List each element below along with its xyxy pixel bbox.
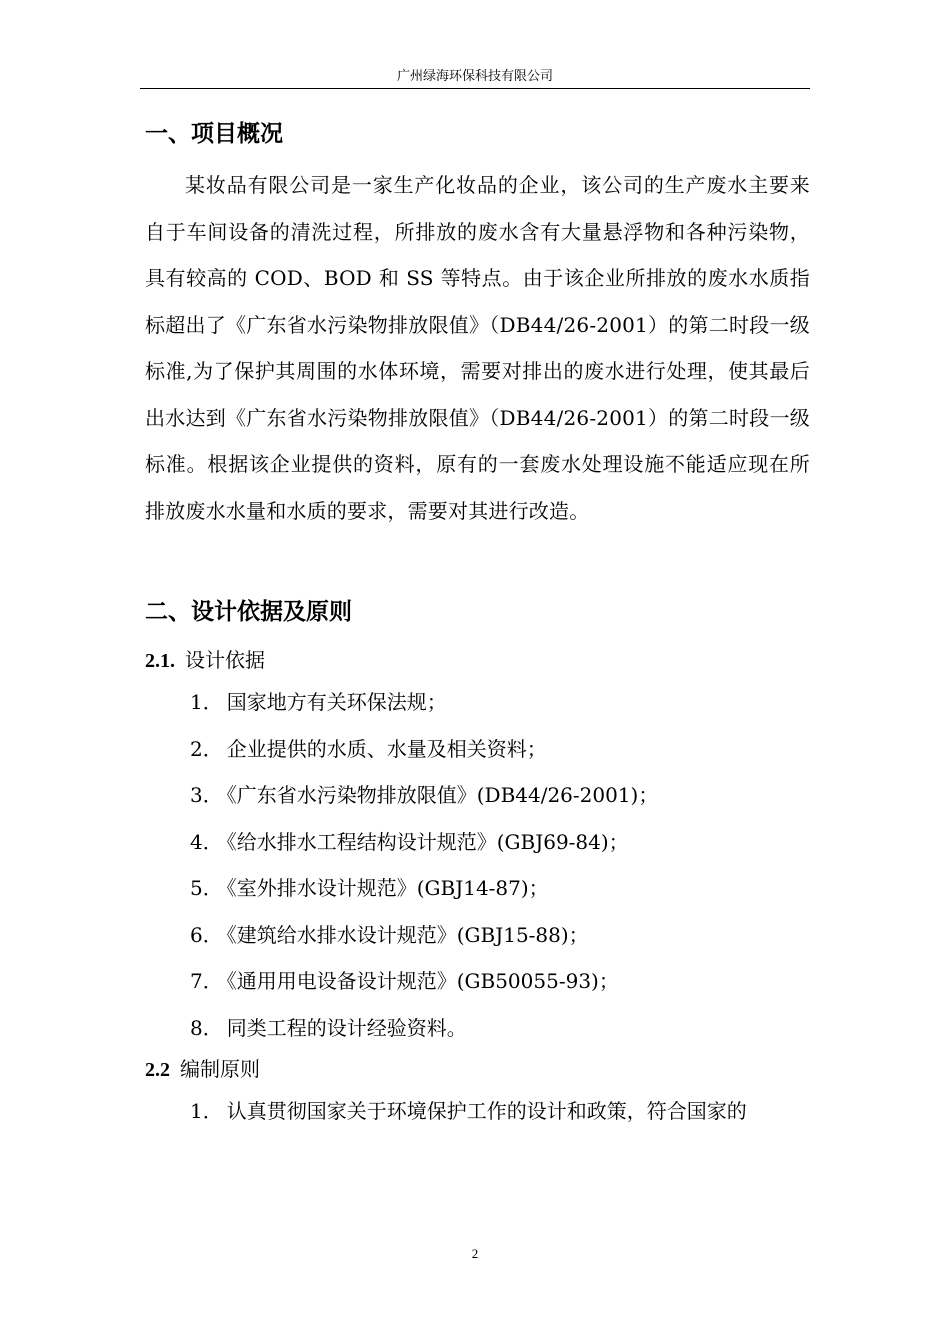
- list-item: 1． 国家地方有关环保法规；: [190, 690, 447, 714]
- subsection-2-1-heading: [145, 642, 810, 679]
- subsection-2-1-title: 设计依据: [185, 648, 265, 672]
- list-item: 1． 认真贯彻国家关于环境保护工作的设计和政策，符合国家的: [190, 1099, 747, 1123]
- list-item: 2． 企业提供的水质、水量及相关资料；: [190, 736, 547, 761]
- design-basis-list: [145, 679, 810, 1051]
- list-item: 4． 《给水排水工程结构设计规范》(GBJ69-84)；: [190, 829, 629, 854]
- list-item: 7． 《通用用电设备设计规范》(GB50055-93)；: [190, 969, 619, 993]
- section-2-title: 二、设计依据及原则: [145, 599, 352, 625]
- page-header: [140, 68, 810, 89]
- list-item: 6． 《建筑给水排水设计规范》(GBJ15-88)；: [190, 922, 589, 947]
- subsection-2-2-heading: [145, 1051, 810, 1088]
- subsection-2-2-title: 编制原则: [180, 1057, 260, 1081]
- page-number: 2: [471, 1246, 479, 1261]
- list-item: 3． 《广东省水污染物排放限值》(DB44/26-2001)；: [190, 783, 659, 807]
- list-item: 8． 同类工程的设计经验资料。: [190, 1015, 467, 1040]
- section-1-paragraph: 某妆品有限公司是一家生产化妆品的企业，该公司的生产废水主要来自于车间设备的清洗过程，所排放的废水含有大量悬浮物和各种污染物，具有较高的 COD、BOD 和 SS 等特点。由于该企业所排放的废水水质指标超出了《广东省水污染物排放限值》（DB44/26-2001）的第二时段一级标准,为了保护其周围的水体环境，需要对排出的废水进行处理，使其最后出水达到《广东省水污染物排放限值》（DB44/26-2001）的第二时段一级标准。根据该企业提供的资料，原有的一套废水处理设施不能适应现在所排放废水水量和水质的要求，需要对其进行改造。: [145, 173, 810, 523]
- page-content: [145, 112, 810, 1135]
- subsection-2-2-number: 2.2: [145, 1059, 170, 1081]
- subsection-2-1-number: 2.1.: [145, 650, 175, 672]
- company-name: 广州绿海环保科技有限公司: [396, 69, 553, 84]
- list-item: 5． 《室外排水设计规范》(GBJ14-87)；: [190, 876, 549, 900]
- principles-list: [145, 1088, 810, 1135]
- section-spacer: [145, 534, 810, 590]
- section-1-title: 一、项目概况: [145, 121, 283, 147]
